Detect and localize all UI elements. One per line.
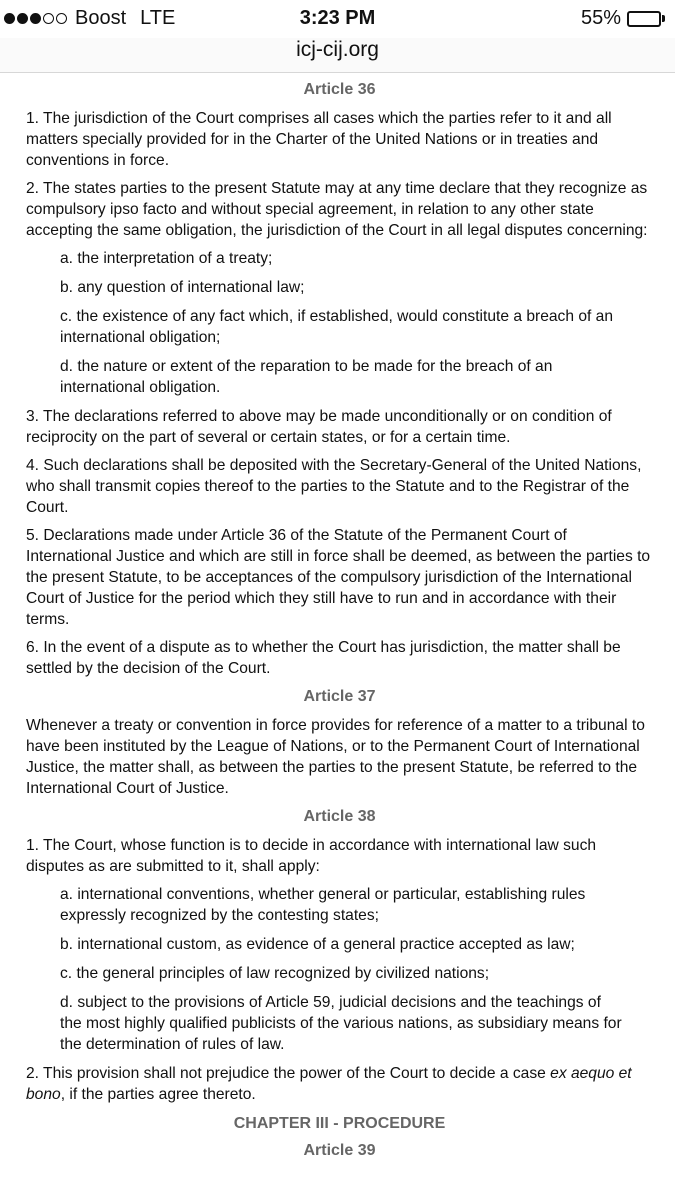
article-36-item-c: c. the existence of any fact which, if established, would constitute a breach of an international obligation; <box>60 308 614 346</box>
article-39-title: Article 39 <box>303 1142 376 1159</box>
article-37-title: Article 37 <box>303 688 376 705</box>
article-36-paragraph-2: 2. The states parties to the present Statute may at any time declare that they recognize as compulsory ipso facto and without special agreement, in relation to any other state accepting the same obligation, the jurisdiction of the Court in all legal disputes concerning: <box>26 180 648 239</box>
article-38-p2-latin: ex aequo et bono <box>26 1065 632 1103</box>
article-38-item-d: d. subject to the provisions of Article 59, judicial decisions and the teachings of the most highly qualified publicists of the various nations, as subsidiary means for the determination of rules of law. <box>60 994 622 1053</box>
article-36-paragraph-4: 4. Such declarations shall be deposited with the Secretary-General of the United Nations, who shall transmit copies thereof to the parties to the Statute and to the Registrar of the Court. <box>26 457 642 516</box>
article-36-item-a: a. the interpretation of a treaty; <box>60 250 273 267</box>
article-38-paragraph-1: 1. The Court, whose function is to decide in accordance with international law such disputes as are submitted to it, shall apply: <box>26 837 597 875</box>
article-38-paragraph-2 <box>26 1063 653 1105</box>
battery-icon <box>627 11 665 27</box>
article-36-paragraph-6: 6. In the event of a dispute as to whether the Court has jurisdiction, the matter shall be settled by the decision of the Court. <box>26 639 621 677</box>
article-38-item-b: b. international custom, as evidence of a general practice accepted as law; <box>60 936 575 953</box>
status-right <box>581 7 665 30</box>
page-content <box>0 79 675 1161</box>
article-38-item-c: c. the general principles of law recognized by civilized nations; <box>60 965 490 982</box>
article-36-item-d: d. the nature or extent of the reparation to be made for the breach of an international obligation. <box>60 358 553 396</box>
article-38-p2-text-end: , if the parties agree thereto. <box>60 1086 256 1103</box>
article-36-title: Article 36 <box>303 81 376 98</box>
article-36-paragraph-5: 5. Declarations made under Article 36 of the Statute of the Permanent Court of International Justice and which are still in force shall be deemed, as between the parties to the present Statute, to be acceptances of the compulsory jurisdiction of the International Court of Justice for the period which they still have to run and in accordance with their terms. <box>26 527 651 628</box>
article-36-item-b: b. any question of international law; <box>60 279 305 296</box>
url-text[interactable]: icj-cij.org <box>296 38 379 61</box>
article-36-paragraph-1: 1. The jurisdiction of the Court comprises all cases which the parties refer to it and all matters specially provided for in the Charter of the United Nations or in treaties and conventions in force. <box>26 110 612 169</box>
chapter-3-title: CHAPTER III - PROCEDURE <box>233 1115 446 1132</box>
address-bar[interactable] <box>0 38 675 73</box>
network-type: LTE <box>140 7 176 29</box>
article-38-title: Article 38 <box>303 808 376 825</box>
article-37-paragraph-1: Whenever a treaty or convention in force provides for reference of a matter to a tribunal to have been instituted by the League of Nations, or to the Permanent Court of International Justice, the matter shall, as between the parties to the present Statute, be referred to the International Court of Justice. <box>26 717 645 797</box>
article-38-p2-text: 2. This provision shall not prejudice the power of the Court to decide a case <box>26 1065 551 1082</box>
battery-percent: 55% <box>580 7 621 29</box>
article-36-paragraph-3: 3. The declarations referred to above may be made unconditionally or on condition of reciprocity on the part of several or certain states, or for a certain time. <box>26 408 612 446</box>
status-bar <box>0 0 675 38</box>
clock: 3:23 PM <box>299 7 376 29</box>
article-38-item-a: a. international conventions, whether general or particular, establishing rules expressly recognized by the contesting states; <box>60 886 586 924</box>
carrier-name: Boost <box>75 7 127 29</box>
